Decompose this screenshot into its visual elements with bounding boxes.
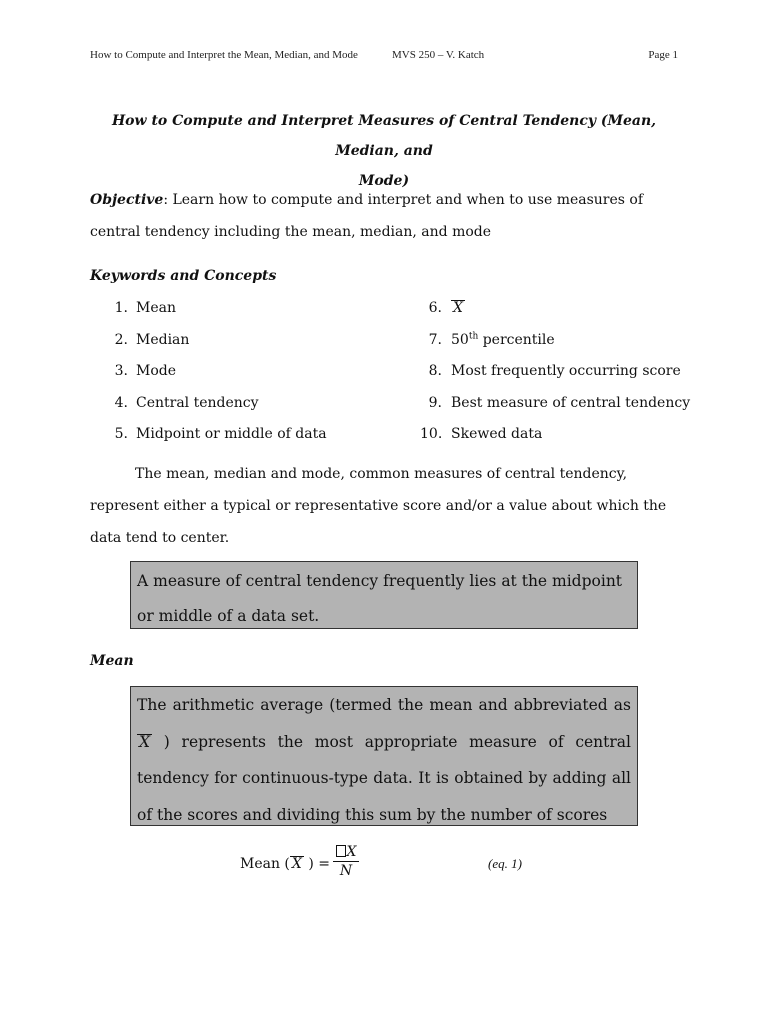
keyword-item — [420, 357, 690, 389]
keyword-number: 6. — [428, 300, 442, 316]
keyword-text: Skewed data — [451, 426, 543, 443]
keyword-item — [108, 294, 327, 326]
sum-symbol-icon — [336, 845, 346, 857]
mean-heading: Mean — [90, 653, 134, 669]
mean-definition-callout — [130, 686, 638, 826]
keywords-heading: Keywords and Concepts — [90, 268, 277, 284]
keyword-number: 2. — [114, 331, 128, 348]
keyword-number: 8. — [428, 363, 442, 380]
header-page-number: Page 1 — [648, 49, 678, 61]
keyword-number: 5. — [114, 426, 128, 443]
intro-paragraph-text: The mean, median and mode, common measures of central tendency, represent either a typical or representative score and/or a value about which the data tend to center. — [90, 466, 667, 546]
keyword-item — [108, 420, 327, 452]
x-bar-symbol: X — [453, 300, 463, 316]
keyword-text: Mean — [136, 300, 176, 316]
equation-lhs — [240, 856, 330, 872]
objective-text: : Learn how to compute and interpret and when to use measures of central tendency including the mean, median, and mode — [90, 192, 644, 240]
keyword-number: 9. — [428, 394, 442, 411]
keyword-text: Mode — [136, 363, 177, 380]
fraction-bar — [333, 861, 359, 862]
keywords-list-left — [108, 294, 327, 452]
fraction-numerator — [333, 844, 359, 860]
keyword-item — [420, 420, 690, 452]
keyword-number: 1. — [114, 300, 128, 316]
title-line-2: Mode) — [358, 173, 410, 189]
keyword-text: Most frequently occurring score — [451, 363, 681, 380]
x-bar-symbol: X — [139, 732, 151, 751]
keyword-item — [108, 389, 327, 421]
keyword-superscript: th — [468, 330, 479, 341]
equation-lhs-open: Mean ( — [240, 856, 290, 872]
keyword-item — [420, 326, 690, 358]
keyword-item — [108, 326, 327, 358]
equation-lhs-close: ) = — [303, 856, 330, 872]
keyword-item — [420, 389, 690, 421]
keyword-number: 10. — [420, 426, 443, 443]
keyword-symbol — [451, 294, 465, 322]
keyword-item — [420, 294, 690, 326]
keyword-text: Midpoint or middle of data — [136, 426, 327, 443]
equation-fraction — [333, 844, 359, 879]
objective-label: Objective — [90, 192, 164, 208]
keyword-number: 3. — [114, 363, 128, 380]
keywords-list-right — [420, 294, 690, 452]
keyword-number: 4. — [114, 394, 128, 411]
header-course: MVS 250 – V. Katch — [392, 49, 485, 61]
keyword-text: Median — [136, 331, 190, 348]
keyword-text — [451, 326, 555, 354]
keyword-suffix: percentile — [478, 331, 555, 348]
keyword-text: Central tendency — [136, 394, 259, 411]
document-title — [90, 106, 678, 196]
x-bar-symbol: X — [291, 856, 302, 872]
intro-paragraph — [90, 458, 678, 554]
title-line-1: How to Compute and Interpret Measures of Central Tendency (Mean, Median, and — [111, 113, 657, 159]
keyword-number: 7. — [428, 331, 442, 348]
header-title: How to Compute and Interpret the Mean, Median, and Mode — [90, 49, 358, 61]
mean-definition-text-end: ) represents the most appropriate measure of central tendency for continuous-type data. It is obtained by adding all of the scores and dividing this sum by the number of scores — [137, 732, 631, 824]
equation-label: (eq. 1) — [488, 856, 522, 871]
fraction-denominator: N — [339, 863, 353, 879]
objective-paragraph — [90, 184, 678, 248]
mean-definition-text-start: The arithmetic average (termed the mean and abbreviated as — [137, 696, 631, 714]
keyword-item — [108, 357, 327, 389]
central-tendency-callout: A measure of central tendency frequently lies at the midpoint or middle of a data set. — [130, 561, 638, 629]
keyword-text: Best measure of central tendency — [451, 394, 691, 411]
keyword-prefix: 50 — [451, 331, 469, 348]
numerator-text: X — [346, 844, 357, 860]
